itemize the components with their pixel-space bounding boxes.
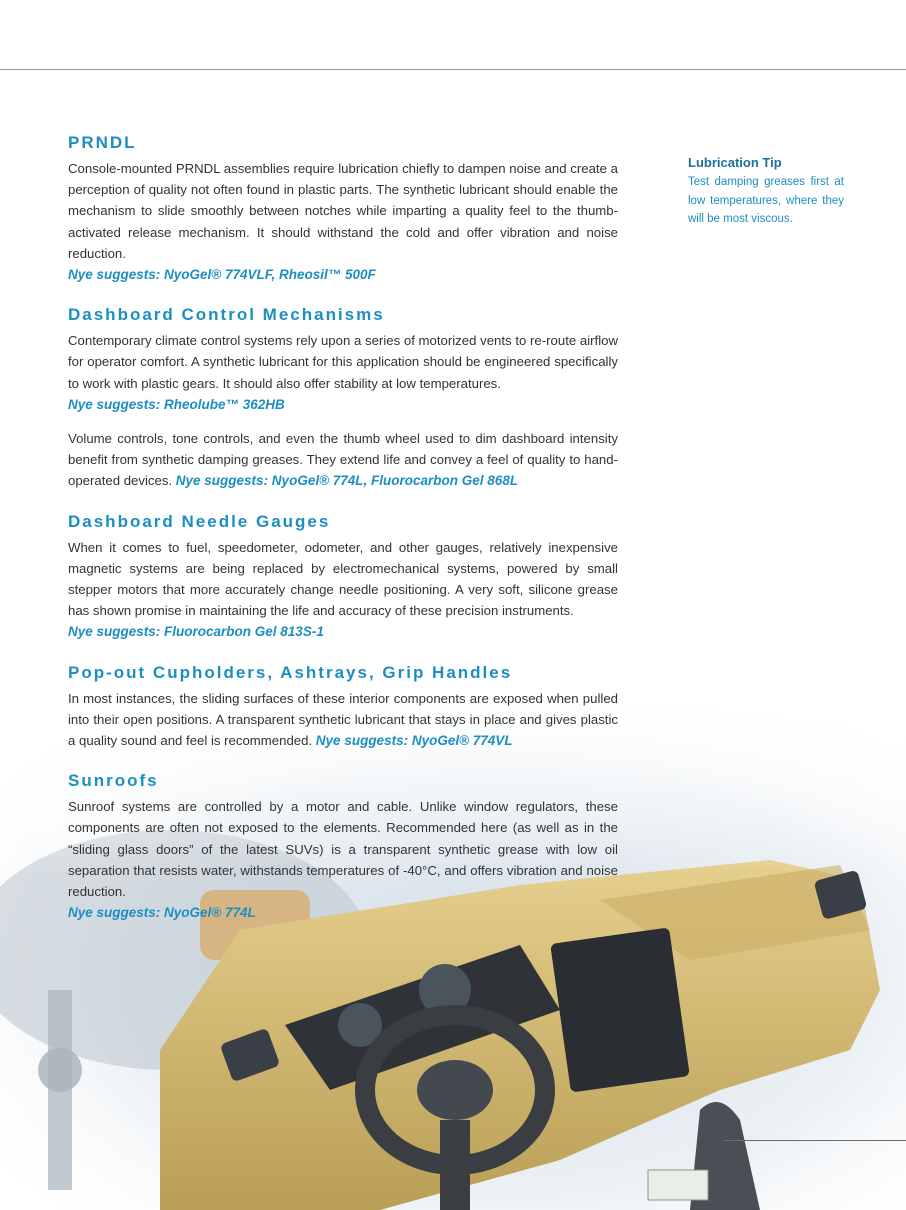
product-suggestion: Nye suggests: NyoGel® 774VL [315,733,513,749]
product-suggestion: Nye suggests: NyoGel® 774VLF, Rheosil™ 500F [68,267,376,283]
paragraph-text: Sunroof systems are controlled by a motor and cable. Unlike window regulators, these components are often not exposed to the elements. Recommended here (as well as in the “sliding glass doors” of the latest SUVs) is a transparent synthetic grease with low oil separation that resists water, withstands temperatures of -40°C, and offers vibration and noise reduction. [68,799,618,900]
tip-body: Test damping greases first at low temperatures, where they will be most viscous. [688,176,844,225]
paragraph-text: Contemporary climate control systems rely upon a series of motorized vents to re-route airflow for operator comfort. A synthetic lubricant for this application should be engineered specifically to work with plastic gears. It should also offer stability at low temperatures. [68,333,618,391]
section-heading: Dashboard Control Mechanisms [68,305,385,325]
paragraph-text: Volume controls, tone controls, and even the thumb wheel used to dim dashboard intensity benefit from synthetic damping greases. They extend life and convey a feel of quality to hand-operated devices. [68,431,618,489]
tip-title: Lubrication Tip [688,155,782,170]
product-suggestion: Nye suggests: NyoGel® 774L, Fluorocarbon Gel 868L [175,473,519,489]
lubrication-tip [688,155,844,229]
paragraph-text: In most instances, the sliding surfaces of these interior components are exposed when pulled into their open positions. A transparent synthetic lubricant that stays in place and gives plastic a quality sound and feel is recommended. [68,690,618,749]
product-suggestion: Nye suggests: Rheolube™ 362HB [68,396,285,412]
body-paragraph [68,158,618,285]
bottom-rule [724,1140,906,1141]
product-suggestion: Nye suggests: NyoGel® 774L [68,905,256,921]
section-heading: Sunroofs [68,771,159,791]
body-paragraph [68,796,618,923]
section [68,304,618,491]
main-content [68,132,618,942]
section [68,511,618,643]
paragraph-text: When it comes to fuel, speedometer, odometer, and other gauges, relatively inexpensive magnetic systems are being replaced by electromechanical systems, powered by small stepper motors that more accurately change needle positioning. A very soft, silicone grease has shown promise in maintaining the life and accuracy of these precision instruments. [68,539,618,619]
section-heading: PRNDL [68,133,137,152]
body-paragraph [68,688,618,752]
product-suggestion: Nye suggests: Fluorocarbon Gel 813S-1 [68,624,324,640]
top-rule [0,69,906,70]
section-heading: Pop-out Cupholders, Ashtrays, Grip Handles [68,662,513,682]
body-paragraph [68,428,618,492]
section [68,662,618,752]
section [68,770,618,923]
section [68,132,618,285]
body-paragraph [68,537,618,643]
section-heading: Dashboard Needle Gauges [68,511,331,531]
body-paragraph [68,330,618,415]
paragraph-text: Console-mounted PRNDL assemblies require lubrication chiefly to dampen noise and create a perception of quality not often found in plastic parts. The synthetic lubricant should enable the mechanism to slide smoothly between notches while imparting a quality feel to the thumb-activated release mechanism. It should withstand the cold and offer vibration and noise reduction. [68,161,618,261]
